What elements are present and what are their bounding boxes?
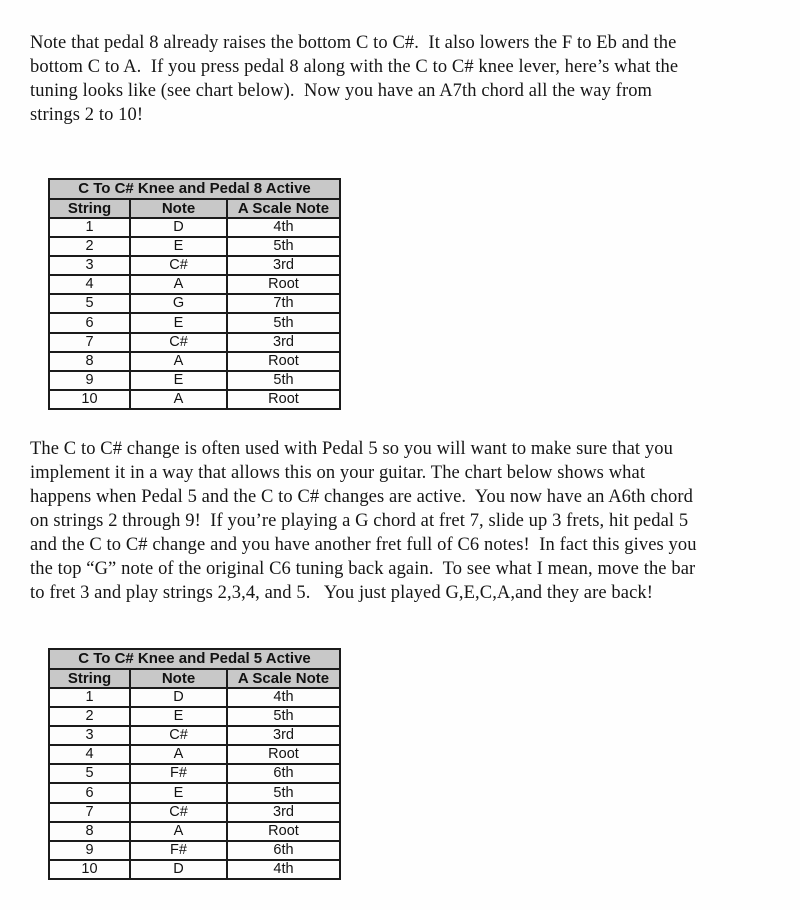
cell-scale-note: 4th	[227, 218, 340, 237]
cell-string: 4	[49, 275, 130, 294]
cell-string: 1	[49, 688, 130, 707]
cell-string: 10	[49, 390, 130, 409]
cell-note: A	[130, 390, 227, 409]
paragraph-pedal8-intro	[30, 31, 678, 127]
cell-note: D	[130, 860, 227, 879]
table-row	[49, 860, 340, 879]
column-header-note: Note	[130, 199, 227, 218]
text-line: implement it in a way that allows this on your guitar. The chart below shows what	[30, 463, 646, 483]
cell-note: A	[130, 352, 227, 371]
text-line: the top “G” note of the original C6 tuning back again. To see what I mean, move the bar	[30, 559, 696, 579]
table-row	[49, 237, 340, 256]
cell-string: 3	[49, 726, 130, 745]
column-header-note: Note	[130, 669, 227, 688]
cell-scale-note: 5th	[227, 237, 340, 256]
cell-note: E	[130, 237, 227, 256]
text-line: strings 2 to 10!	[30, 105, 144, 125]
table-row	[49, 313, 340, 332]
text-line: bottom C to A. If you press pedal 8 along with the C to C# knee lever, here’s what the	[30, 57, 679, 77]
table-header-row	[49, 199, 340, 218]
cell-string: 7	[49, 803, 130, 822]
column-header-string: String	[49, 199, 130, 218]
table-row	[49, 218, 340, 237]
table-row	[49, 333, 340, 352]
table-title: C To C# Knee and Pedal 8 Active	[49, 179, 340, 199]
cell-string: 3	[49, 256, 130, 275]
cell-scale-note: 3rd	[227, 726, 340, 745]
cell-note: A	[130, 275, 227, 294]
cell-note: E	[130, 313, 227, 332]
column-header-scale-note: A Scale Note	[227, 199, 340, 218]
cell-string: 5	[49, 294, 130, 313]
cell-note: C#	[130, 803, 227, 822]
cell-scale-note: 5th	[227, 783, 340, 802]
cell-scale-note: 7th	[227, 294, 340, 313]
cell-scale-note: Root	[227, 390, 340, 409]
cell-string: 2	[49, 237, 130, 256]
text-line: and the C to C# change and you have another fret full of C6 notes! In fact this gives you	[30, 535, 697, 555]
table-row	[49, 841, 340, 860]
cell-scale-note: Root	[227, 352, 340, 371]
text-line: tuning looks like (see chart below). Now you have an A7th chord all the way from	[30, 81, 653, 101]
cell-string: 5	[49, 764, 130, 783]
table-row	[49, 822, 340, 841]
cell-scale-note: Root	[227, 822, 340, 841]
table-row	[49, 352, 340, 371]
cell-scale-note: 5th	[227, 371, 340, 390]
table-row	[49, 275, 340, 294]
table-row	[49, 783, 340, 802]
cell-scale-note: Root	[227, 275, 340, 294]
cell-scale-note: 4th	[227, 860, 340, 879]
cell-note: F#	[130, 764, 227, 783]
text-line: happens when Pedal 5 and the C to C# changes are active. You now have an A6th chord	[30, 487, 693, 507]
cell-string: 8	[49, 822, 130, 841]
table-row	[49, 688, 340, 707]
cell-scale-note: 3rd	[227, 256, 340, 275]
table-row	[49, 390, 340, 409]
cell-string: 6	[49, 783, 130, 802]
cell-scale-note: 3rd	[227, 803, 340, 822]
cell-note: D	[130, 688, 227, 707]
cell-note: C#	[130, 256, 227, 275]
table-row	[49, 256, 340, 275]
table-row	[49, 294, 340, 313]
text-line: to fret 3 and play strings 2,3,4, and 5. You just played G,E,C,A,and they are back!	[30, 583, 654, 603]
cell-scale-note: 5th	[227, 313, 340, 332]
table-title-row	[49, 179, 340, 199]
table-title: C To C# Knee and Pedal 5 Active	[49, 649, 340, 669]
cell-string: 9	[49, 841, 130, 860]
cell-string: 6	[49, 313, 130, 332]
cell-note: A	[130, 822, 227, 841]
table-row	[49, 371, 340, 390]
cell-note: F#	[130, 841, 227, 860]
cell-string: 1	[49, 218, 130, 237]
cell-note: A	[130, 745, 227, 764]
table-row	[49, 707, 340, 726]
table-row	[49, 803, 340, 822]
table-pedal8-tuning	[48, 178, 341, 410]
cell-note: E	[130, 371, 227, 390]
cell-note: G	[130, 294, 227, 313]
cell-scale-note: 6th	[227, 841, 340, 860]
column-header-string: String	[49, 669, 130, 688]
cell-string: 9	[49, 371, 130, 390]
cell-scale-note: 4th	[227, 688, 340, 707]
table-header-row	[49, 669, 340, 688]
cell-note: C#	[130, 726, 227, 745]
text-line: on strings 2 through 9! If you’re playing a G chord at fret 7, slide up 3 frets, hit pedal 5	[30, 511, 689, 531]
table-pedal5-tuning	[48, 648, 341, 880]
column-header-scale-note: A Scale Note	[227, 669, 340, 688]
cell-scale-note: 5th	[227, 707, 340, 726]
table-title-row	[49, 649, 340, 669]
table-row	[49, 726, 340, 745]
cell-note: E	[130, 707, 227, 726]
text-line: The C to C# change is often used with Pedal 5 so you will want to make sure that you	[30, 439, 673, 459]
cell-scale-note: Root	[227, 745, 340, 764]
cell-string: 10	[49, 860, 130, 879]
table-row	[49, 745, 340, 764]
text-line: Note that pedal 8 already raises the bottom C to C#. It also lowers the F to Eb and the	[30, 33, 677, 53]
cell-note: D	[130, 218, 227, 237]
cell-scale-note: 3rd	[227, 333, 340, 352]
paragraph-pedal5-explanation	[30, 437, 697, 605]
cell-string: 8	[49, 352, 130, 371]
cell-scale-note: 6th	[227, 764, 340, 783]
cell-note: E	[130, 783, 227, 802]
cell-string: 4	[49, 745, 130, 764]
cell-string: 2	[49, 707, 130, 726]
cell-note: C#	[130, 333, 227, 352]
table-row	[49, 764, 340, 783]
cell-string: 7	[49, 333, 130, 352]
